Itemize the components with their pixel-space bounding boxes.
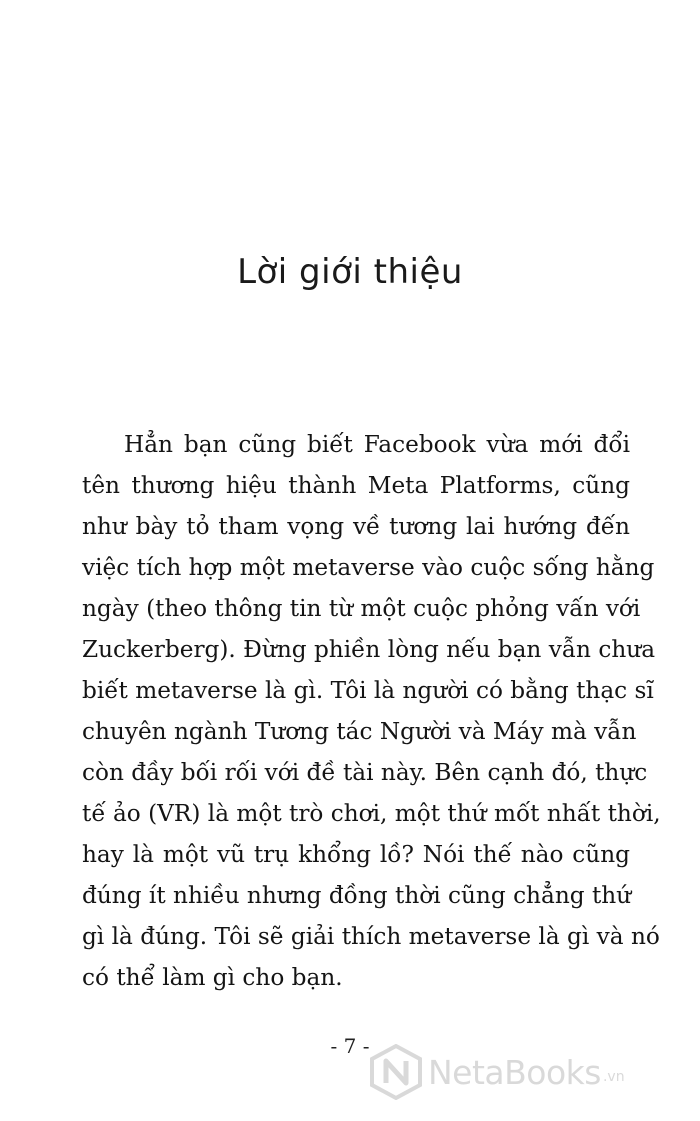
paragraph-line: việc tích hợp một metaverse vào cuộc sống hằng xyxy=(82,554,655,581)
paragraph-line: biết metaverse là gì. Tôi là người có bằng thạc sĩ xyxy=(82,677,654,704)
paragraph-line: tên thương hiệu thành Meta Platforms, cũng xyxy=(82,472,630,499)
paragraph-line: gì là đúng. Tôi sẽ giải thích metaverse là gì và nó xyxy=(82,923,660,950)
paragraph-line: tế ảo (VR) là một trò chơi, một thứ mốt nhất thời, xyxy=(82,800,661,827)
paragraph-line: chuyên ngành Tương tác Người và Máy mà vẫn xyxy=(82,718,637,745)
paragraph-line: đúng ít nhiều nhưng đồng thời cũng chẳng thứ xyxy=(82,882,632,909)
paragraph-line: Hẳn bạn cũng biết Facebook vừa mới đổi xyxy=(124,431,630,458)
paragraph-line: ngày (theo thông tin từ một cuộc phỏng vấn với xyxy=(82,595,641,622)
paragraph-line: như bày tỏ tham vọng về tương lai hướng đến xyxy=(82,513,630,540)
netabooks-logo-icon xyxy=(368,1044,424,1100)
paragraph-line: Zuckerberg). Đừng phiền lòng nếu bạn vẫn chưa xyxy=(82,636,656,663)
watermark-brand: NetaBooks xyxy=(428,1052,601,1092)
watermark xyxy=(368,1044,625,1100)
paragraph-line: có thể làm gì cho bạn. xyxy=(82,964,343,991)
page-title: Lời giới thiệu xyxy=(237,252,463,292)
paragraph-line: hay là một vũ trụ khổng lồ? Nói thế nào cũng xyxy=(82,841,630,868)
watermark-suffix: .vn xyxy=(602,1069,625,1085)
introduction-paragraph xyxy=(82,424,661,998)
paragraph-line: còn đầy bối rối với đề tài này. Bên cạnh đó, thực xyxy=(82,759,648,786)
page-number: - 7 - xyxy=(330,1034,370,1058)
